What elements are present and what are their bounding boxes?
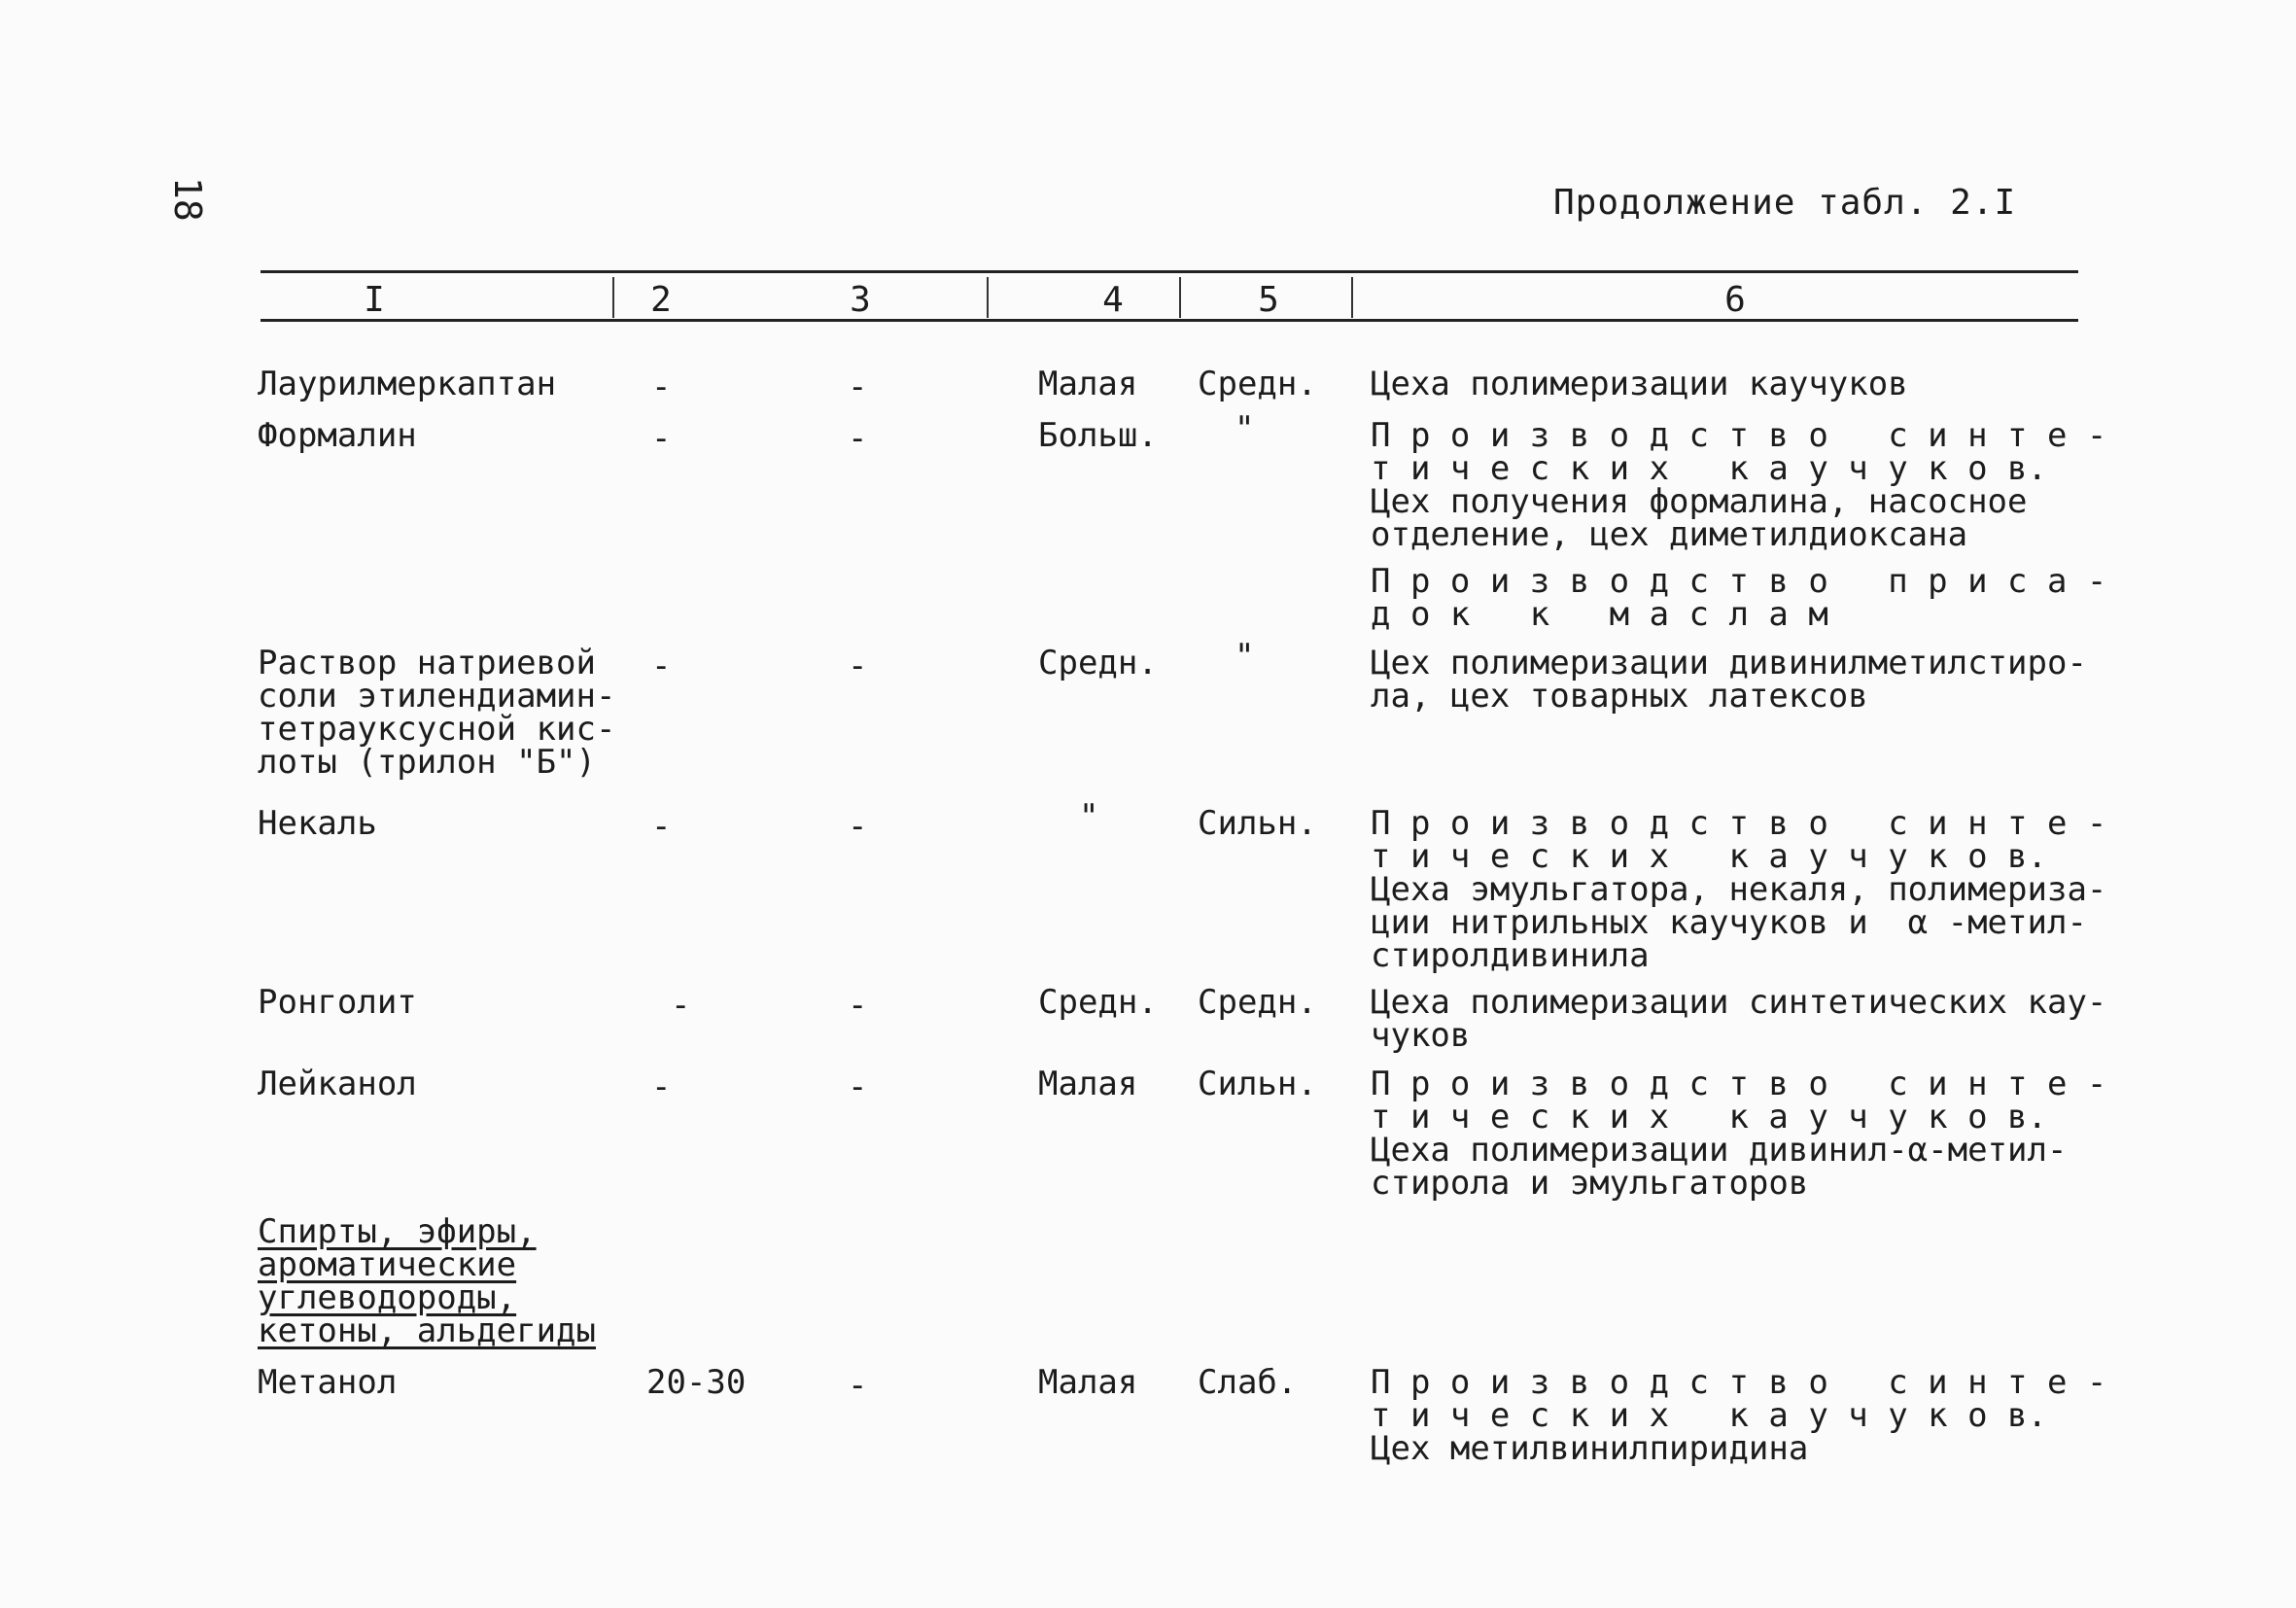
row-col6-line: Цеха полимеризации каучуков <box>1371 365 1908 403</box>
row-substance: Некаль <box>258 804 377 843</box>
row-col3: - <box>848 1067 868 1106</box>
row-col6-line: Цех метилвинилпиридина <box>1371 1429 1809 1468</box>
row-col6-line: П р о и з в о д с т в о п р и с а - <box>1371 562 2107 601</box>
row-col2: 20-30 <box>646 1363 747 1402</box>
row-substance-line: тетрауксусной кис- <box>258 710 616 749</box>
row-col6-line: Цеха эмульгатора, некаля, полимериза- <box>1371 870 2107 909</box>
row-col3: - <box>848 367 868 406</box>
section-heading-line: углеводороды, <box>258 1278 517 1317</box>
row-col5: Сильн. <box>1198 804 1317 843</box>
row-col6-line: Цеха полимеризации дивинил-α-метил- <box>1371 1131 2068 1170</box>
column-header-5: 5 <box>1258 280 1279 320</box>
row-col4: Средн. <box>1038 983 1158 1022</box>
column-header-1: I <box>364 280 385 320</box>
row-col6-line: П р о и з в о д с т в о с и н т е - <box>1371 1363 2107 1402</box>
row-col4: Малая <box>1038 365 1138 403</box>
row-col6-line: чуков <box>1371 1016 1471 1055</box>
header-top-rule <box>261 270 2078 273</box>
row-col2: - <box>651 807 672 846</box>
row-substance-line: Раствор натриевой <box>258 644 596 682</box>
row-col5: " <box>1235 637 1255 676</box>
row-col6-line: д о к к м а с л а м <box>1371 595 1828 634</box>
column-header-6: 6 <box>1724 280 1746 320</box>
row-substance-line: лоты (трилон "Б") <box>258 743 596 782</box>
row-col4: Малая <box>1038 1065 1138 1103</box>
row-col6-line: т и ч е с к и х к а у ч у к о в. <box>1371 449 2047 488</box>
row-col5: Слаб. <box>1198 1363 1298 1402</box>
row-col2: - <box>651 647 672 685</box>
row-substance: Ронголит <box>258 983 417 1022</box>
row-col6-line: т и ч е с к и х к а у ч у к о в. <box>1371 1396 2047 1435</box>
row-col6-line: П р о и з в о д с т в о с и н т е - <box>1371 804 2107 843</box>
row-substance: Лаурилмеркаптан <box>258 365 557 403</box>
row-substance: Метанол <box>258 1363 398 1402</box>
table-continuation-label: Продолжение табл. 2.I <box>1553 183 2017 223</box>
row-col6-line: отделение, цех диметилдиоксана <box>1371 515 1968 554</box>
row-col3: - <box>848 419 868 458</box>
row-substance-line: соли этилендиамин- <box>258 677 616 716</box>
row-col5: Средн. <box>1198 365 1317 403</box>
row-col3: - <box>848 1366 868 1405</box>
section-heading-line: кетоны, альдегиды <box>258 1311 596 1350</box>
column-divider <box>1351 277 1353 318</box>
row-col2: - <box>671 986 691 1025</box>
row-col6-line: стиролдивинила <box>1371 936 1650 975</box>
row-col4: Больш. <box>1038 416 1158 455</box>
section-heading-line: ароматические <box>258 1245 517 1284</box>
column-divider <box>612 277 614 318</box>
header-bottom-rule <box>261 319 2078 322</box>
row-col6-line: П р о и з в о д с т в о с и н т е - <box>1371 416 2107 455</box>
row-col2: - <box>651 1067 672 1106</box>
row-col5: Средн. <box>1198 983 1317 1022</box>
row-substance: Формалин <box>258 416 417 455</box>
row-col3: - <box>848 807 868 846</box>
row-col5: Сильн. <box>1198 1065 1317 1103</box>
row-col2: - <box>651 367 672 406</box>
column-divider <box>987 277 989 318</box>
row-col4: Средн. <box>1038 644 1158 682</box>
column-divider <box>1179 277 1181 318</box>
row-col3: - <box>848 647 868 685</box>
column-header-4: 4 <box>1102 280 1124 320</box>
row-col6-line: стирола и эмульгаторов <box>1371 1164 1809 1203</box>
row-col6-line: Цех получения формалина, насосное <box>1371 482 2028 521</box>
row-col4: Малая <box>1038 1363 1138 1402</box>
column-header-3: 3 <box>850 280 871 320</box>
row-col5: " <box>1235 409 1255 448</box>
page-number: 18 <box>166 177 209 222</box>
row-col6-line: т и ч е с к и х к а у ч у к о в. <box>1371 1098 2047 1136</box>
row-col6-line: ла, цех товарных латексов <box>1371 677 1868 716</box>
row-col6-line: П р о и з в о д с т в о с и н т е - <box>1371 1065 2107 1103</box>
row-col4: " <box>1079 797 1099 836</box>
column-header-2: 2 <box>650 280 672 320</box>
row-col6-line: т и ч е с к и х к а у ч у к о в. <box>1371 837 2047 876</box>
row-col6-line: ции нитрильных каучуков и α -метил- <box>1371 903 2087 942</box>
row-col3: - <box>848 986 868 1025</box>
section-heading-line: Спирты, эфиры, <box>258 1212 537 1251</box>
row-substance: Лейканол <box>258 1065 417 1103</box>
row-col6-line: Цех полимеризации дивинилметилстиро- <box>1371 644 2087 682</box>
row-col2: - <box>651 419 672 458</box>
row-col6-line: Цеха полимеризации синтетических кау- <box>1371 983 2107 1022</box>
